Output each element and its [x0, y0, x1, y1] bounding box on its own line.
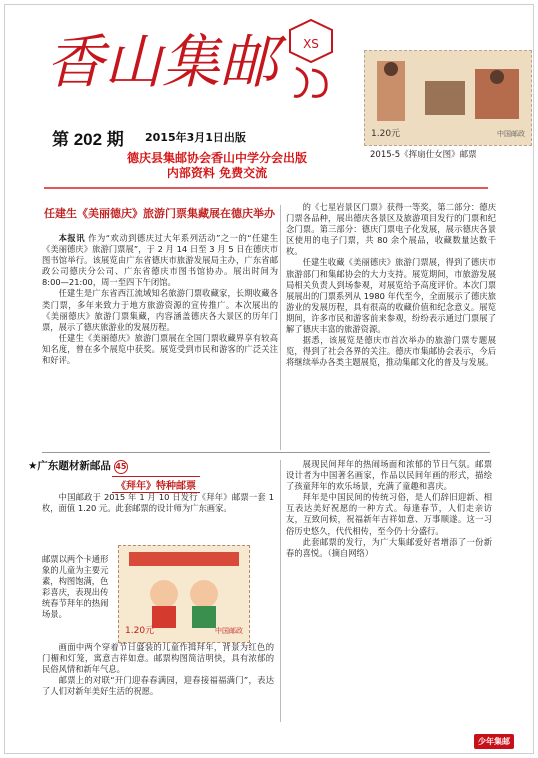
- column-divider-2: [280, 460, 281, 722]
- stamp-face-value: 1.20元: [371, 129, 401, 139]
- section2-right-column: [286, 459, 492, 559]
- section2-paragraph-2: 画面中两个穿着节日盛装的儿童作揖拜年，背景为红色的门楣和灯笼，寓意吉祥如意。邮票构图简洁明快，具有浓郁的民俗风情和新年气息。: [42, 642, 274, 675]
- section2-paragraph-3: 邮票上的对联“开门迎春春满园，迎春接福福满门”，表达了人们对新年美好生活的祝愿。: [42, 675, 274, 697]
- publisher-block: [92, 151, 342, 181]
- publisher-line2: 内部资料 免费交流: [166, 166, 268, 180]
- article-right-column: [286, 202, 496, 368]
- footer-badge: 少年集邮: [474, 734, 514, 749]
- publisher-line1: 德庆县集邮协会香山中学分会出版: [126, 151, 307, 165]
- stamp-caption: 2015-5《挥扇仕女图》邮票: [370, 150, 477, 160]
- seal-text: XS: [303, 37, 319, 51]
- section2-subtitle: 《拜年》特种邮票: [112, 476, 200, 493]
- article-title: 任建生《美丽德庆》旅游门票集藏展在德庆举办: [44, 207, 275, 220]
- section2-left-bottom: [42, 642, 274, 697]
- stamp-image-fan-lady: [364, 50, 532, 146]
- stamp-country: 中国邮政: [497, 130, 525, 138]
- section2-right-paragraph-3: 此套邮票的发行，为广大集邮爱好者增添了一份新春的喜悦。（摘自网络）: [286, 536, 492, 558]
- article-paragraph-1: 本报讯 作为“欢动到德庆过大年系列活动”之一的“任建生《美丽德庆》旅游门票展”，于 2 月 14 日至 3 月 5 日在德庆市图书馆举行。该展览由广东省德庆市旅游发展局主办，广东省邮政公司德庆分公司、广东省德庆市图书馆协办。展出时间为 8:00—21:00，周一至四下午闭馆。: [42, 233, 278, 288]
- column-divider: [280, 205, 281, 450]
- section2-heading: ★广东题材新邮品 45: [28, 460, 127, 472]
- article-paragraph-2: 任建生是广东省西江流域知名旅游门票收藏家，长期收藏各类门票，多年来致力于地方旅游资源的宣传推广。本次展出的《美丽德庆》旅游门票集藏，内容涵盖德庆各大景区的历年门票，展示了德庆旅游业的发展历程。: [42, 288, 278, 332]
- stamp-image-new-year: [118, 545, 250, 643]
- issue-number: 第 202 期: [52, 130, 124, 149]
- stamp2-face-value: 1.20元: [125, 626, 155, 636]
- masthead-text: 香山集邮: [46, 28, 279, 96]
- seal-logo: [282, 18, 340, 102]
- section2-number: 45: [114, 460, 128, 474]
- issue-date: 2015年3月1日出版: [145, 131, 246, 144]
- header-rule: [44, 187, 488, 189]
- article-right-paragraph-3: 据悉，该展览是德庆市首次举办的旅游门票专题展览，得到了社会各界的关注。德庆市集邮协会表示，今后将继续举办各类主题展览，推动集邮文化的普及与发展。: [286, 335, 496, 368]
- section2-wrap-text: 邮票以两个卡通形象的儿童为主要元素，构图饱满，色彩喜庆，表现出传统春节拜年的热闹场景。: [42, 554, 109, 620]
- article-right-paragraph-1: 的《七星岩景区门票》获得一等奖，第二部分：德庆门票各品种，展出德庆各景区及旅游项目发行的门票和纪念门票。第三部分：德庆门票电子化发展，展示德庆各景区使用的电子门票，共 80 余个展品，收藏数量达数千枚。: [286, 202, 496, 257]
- section2-left-top: [42, 492, 274, 514]
- article-paragraph-3: 任建生《美丽德庆》旅游门票展在全国门票收藏界享有较高知名度，曾在多个展览中获奖。展览受到市民和游客的广泛关注和好评。: [42, 332, 278, 366]
- article-left-column: [42, 233, 278, 366]
- section2-right-paragraph-2: 拜年是中国民间的传统习俗，是人们辞旧迎新、相互表达美好祝愿的一种方式。每逢春节，人们走亲访友，互致问候，祝福新年吉祥如意、万事顺遂。这一习俗历史悠久，代代相传，至今仍十分盛行。: [286, 492, 492, 536]
- section2-right-paragraph-1: 展现民间拜年的热闹场面和浓郁的节日气氛。邮票设计者为中国著名画家，作品以民间年画的形式，描绘了孩童拜年的欢乐场景，充满了童趣和喜庆。: [286, 459, 492, 492]
- article-right-paragraph-2: 任建生收藏《美丽德庆》旅游门票展，得到了德庆市旅游部门和集邮协会的大力支持。展览期间，市旅游发展局相关负责人到场参观，对展览给予高度评价。本次门票展展出的门票系列从 1980 年代至今，全面展示了德庆旅游业的发展历程，具有很高的收藏价值和纪念意义。展览期间，许多市民和游客前来参观，纷纷表示通过门票展了解了德庆丰富的旅游资源。: [286, 257, 496, 335]
- masthead-calligraphy: [42, 14, 292, 100]
- section-divider: [42, 452, 490, 453]
- article-lead: 本报讯: [58, 233, 85, 243]
- section2-paragraph-1: 中国邮政于 2015 年 1 月 10 日发行《拜年》邮票一套 1 枚，面值 1.20 元。此套邮票的设计师为广东画家。: [42, 492, 274, 514]
- stamp2-country: 中国邮政: [215, 627, 243, 635]
- masthead-title: [42, 14, 292, 100]
